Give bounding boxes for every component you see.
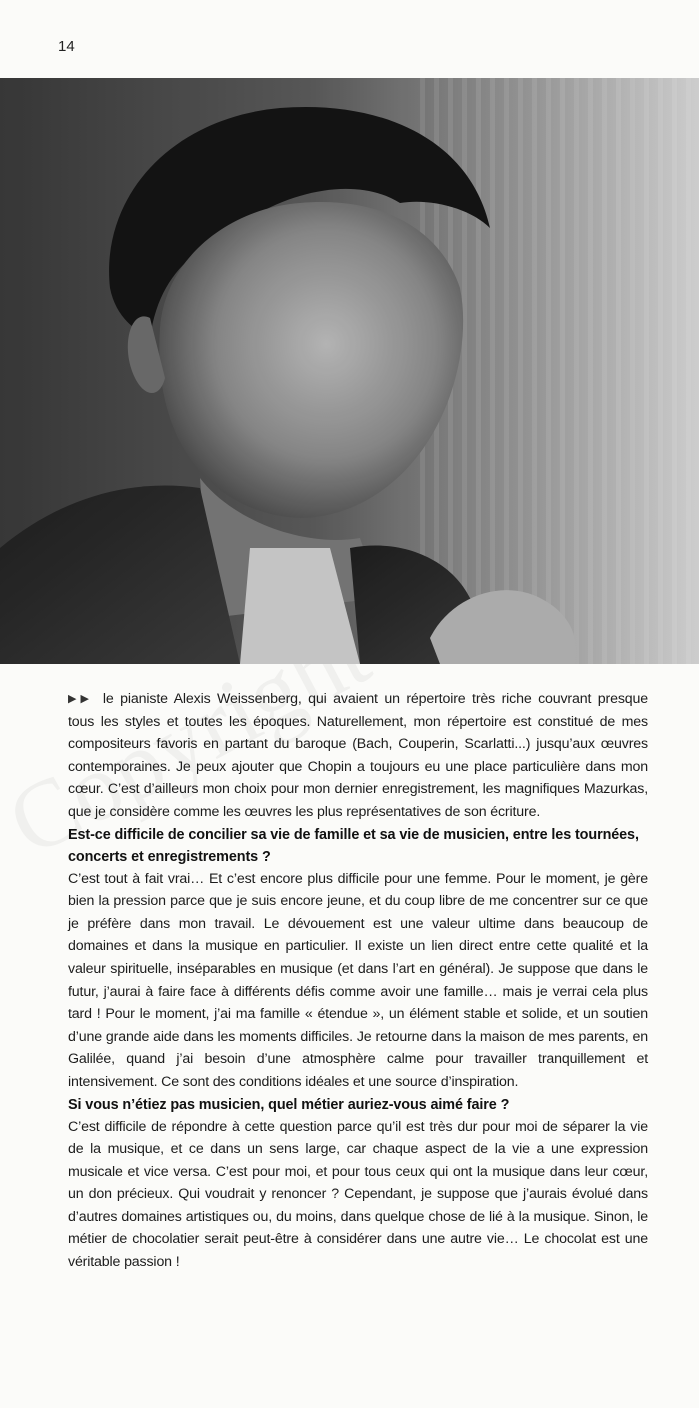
question-heading: Est-ce difficile de concilier sa vie de famille et sa vie de musicien, entre les tournées, concerts et enregistrements ? (68, 826, 639, 865)
question-heading: Si vous n’étiez pas musicien, quel métier auriez-vous aimé faire ? (68, 1096, 510, 1113)
intro-text: le pianiste Alexis Weissenberg, qui avaient un répertoire très riche couvrant presque tous les styles et toutes les époques. Naturellement, mon répertoire est constitué de mes compositeurs favoris en partant du baroque (Bach, Couperin, Scarlatti...) jusqu’aux œuvres contemporaines. Je peux ajouter que Chopin a toujours eu une place particulière dans mon cœur. C’est d’ailleurs mon choix pour mon dernier enregistrement, les magnifiques Mazurkas, que je considère comme les œuvres les plus représentatives de son écriture. (68, 691, 648, 820)
portrait-photo (0, 78, 699, 664)
answer-paragraph: C’est difficile de répondre à cette question parce qu’il est très dur pour moi de séparer la vie de la musique, et ce dans un sens large, car chaque aspect de la vie a une expression musicale et vice versa. C’est pour moi, et pour tous ceux qui ont la musique dans leur cœur, un don précieux. Qui voudrait y renoncer ? Cependant, je suppose que j’aurais évolué dans d’autres domaines artistiques ou, du moins, dans quelque chose de lié à la musique. Sinon, le métier de chocolatier serait peut-être à considérer dans une autre vie… Le chocolat est une véritable passion ! (68, 1118, 648, 1271)
intro-paragraph (68, 688, 648, 824)
article-body (68, 688, 648, 1274)
page-number: 14 (58, 38, 75, 55)
answer-paragraph: C’est tout à fait vrai… Et c’est encore plus difficile pour une femme. Pour le moment, je gère bien la pression parce que je suis encore jeune, et du coup libre de me concentrer sur ce que je préfère dans mon travail. Le dévouement est une valeur ultime dans beaucoup de domaines et dans la musique en particulier. Il existe un lien direct entre cette qualité et la valeur spirituelle, inséparables en musique (et dans l’art en général). Je suppose que dans le futur, j’aurai à faire face à différents défis comme avoir une famille… mais je verrai cela plus tard ! Pour le moment, j’ai ma famille « étendue », un élément stable et solide, et un soutien d’une grande aide dans les moments difficiles. Je retourne dans la maison de mes parents, en Galilée, quand j’ai besoin d’une atmosphère calme pour travailler tranquillement et intensivement. Ce sont des conditions idéales et une source d’inspiration. (68, 870, 648, 1090)
continuation-arrows-icon: ▶▶ (68, 693, 93, 705)
